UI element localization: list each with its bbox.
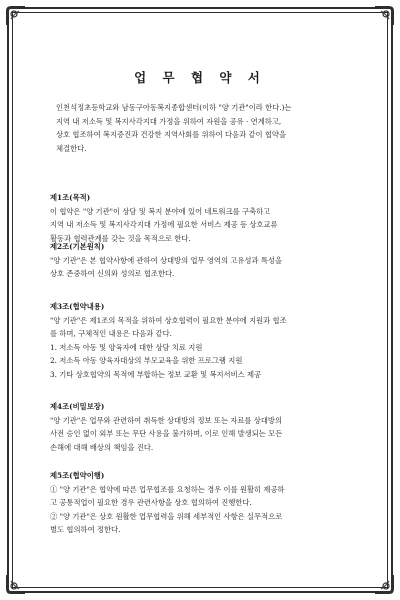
intro-paragraph xyxy=(50,101,350,155)
article-line: "양 기관"은 제1조의 목적을 위하여 상호협력이 필요한 분야에 지원과 협조 xyxy=(50,315,287,325)
article-3 xyxy=(50,300,350,382)
article-line: 활동과 협력관계를 갖는 것을 목적으로 한다. xyxy=(50,233,191,243)
article-2 xyxy=(50,240,350,281)
corner-ornament-top-right xyxy=(373,5,395,27)
article-line: 를 하며, 구체적인 내용은 다음과 같다. xyxy=(50,329,172,339)
intro-line: 인천석정초등학교와 남동구아동복지종합센터(이하 "양 기관"이라 한다.)는 xyxy=(56,103,292,112)
article-line: 이 협약은 "양 기관"이 상담 및 복지 분야에 있어 네트워크를 구축하고 xyxy=(50,206,271,216)
article-line: "양 기관"은 업무와 관련하여 취득한 상대방의 정보 또는 자료를 상대방의 xyxy=(50,415,283,425)
article-line: 별도 협의하여 정한다. xyxy=(50,525,121,535)
article-line: 2. 저소득 아동 양육자대상의 부모교육을 위한 프로그램 지원 xyxy=(50,356,243,366)
article-line: ② "양 기관"은 상호 원활한 업무협력을 위해 세부적인 사항은 실무적으로 xyxy=(50,511,283,521)
article-heading: 제4조(비밀보장) xyxy=(50,402,105,411)
article-heading: 제2조(기본원칙) xyxy=(50,242,105,251)
article-line: 3. 기타 상호협약의 목적에 부합하는 정보 교환 및 복지서비스 제공 xyxy=(50,369,262,379)
article-line: 1. 저소득 아동 및 양육자에 대한 상담 치료 지원 xyxy=(50,342,203,352)
corner-ornament-bottom-left xyxy=(5,573,27,595)
article-5 xyxy=(50,469,350,537)
article-line: 상호 존중하여 신의와 성의로 협조한다. xyxy=(50,269,175,279)
article-heading: 제5조(협약이행) xyxy=(50,471,105,480)
intro-line: 체결한다. xyxy=(56,143,87,153)
article-4 xyxy=(50,400,350,454)
article-line: ① "양 기관"은 협약에 따른 업무협조를 요청하는 경우 이를 원활히 제공하 xyxy=(50,484,285,494)
document-title: 업 무 협 약 서 xyxy=(134,70,266,85)
article-line: 고 공통적업이 필요한 경우 관련사항을 상호 협의하여 진행한다. xyxy=(50,498,252,508)
intro-line: 지역 내 저소득 및 복지사각지대 가정을 위하여 자원을 공유 · 연계하고, xyxy=(56,116,282,126)
corner-ornament-bottom-right xyxy=(373,573,395,595)
article-line: 손해에 대해 배상의 책임을 진다. xyxy=(50,442,154,452)
corner-ornament-top-left xyxy=(5,5,27,27)
article-1 xyxy=(50,191,350,245)
article-line: "양 기관"은 본 협약사항에 관하여 상대방의 업무 영역의 고유성과 특성을 xyxy=(50,255,283,265)
article-line: 지역 내 저소득 및 복지사각지대 가정에 필요한 서비스 제공 등 상호교류 xyxy=(50,220,278,230)
intro-line: 상호 협조하여 복지증진과 건강한 지역사회를 위하여 다음과 같이 협약을 xyxy=(56,130,287,140)
article-heading: 제1조(목적) xyxy=(50,193,91,202)
article-line: 사전 승인 없이 외부 또는 무단 사용을 불가하며, 이로 인해 발생되는 모든 xyxy=(50,429,283,439)
article-heading: 제3조(협약내용) xyxy=(50,302,105,311)
